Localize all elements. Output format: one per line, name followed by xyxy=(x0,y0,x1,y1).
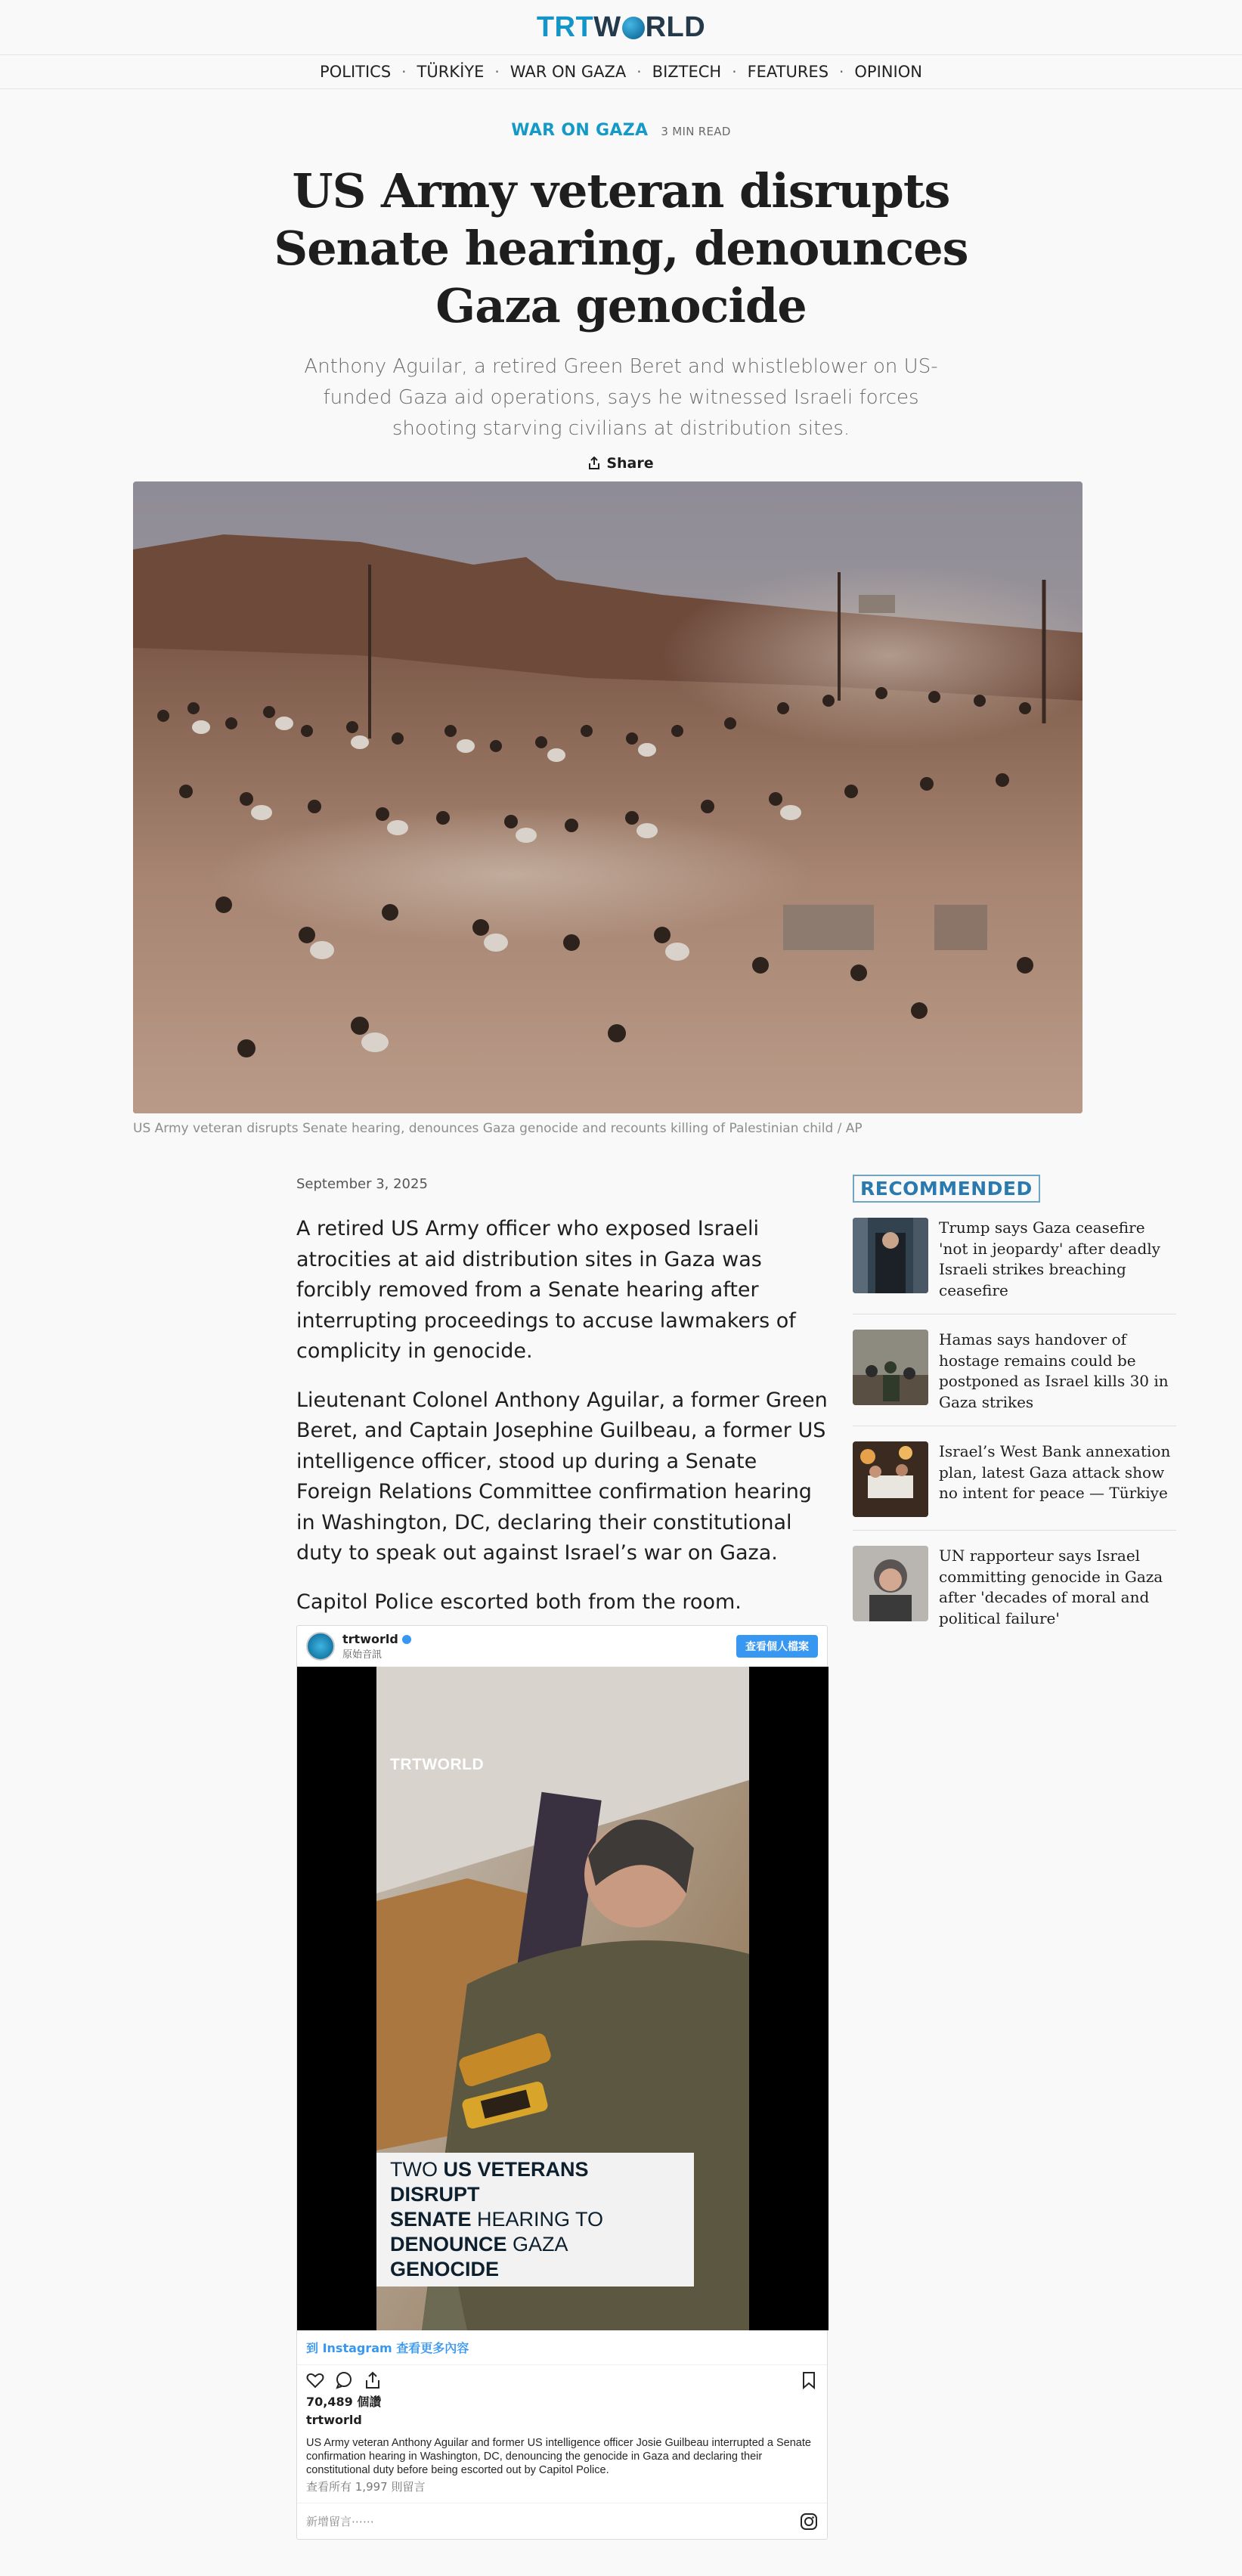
recommended-thumbnail xyxy=(853,1330,928,1405)
article-kicker xyxy=(0,121,1242,140)
paragraph: Capitol Police escorted both from the room. xyxy=(296,1590,742,1614)
share-icon xyxy=(588,457,600,470)
recommended-panel xyxy=(853,1175,1176,1642)
nav-item-war-on-gaza[interactable]: WAR ON GAZA xyxy=(509,63,627,81)
globe-icon xyxy=(622,17,645,39)
recommended-thumbnail xyxy=(853,1441,928,1517)
view-comments-link[interactable]: 查看所有 1,997 則留言 xyxy=(306,2480,426,2494)
article-standfirst: Anthony Aguilar, a retired Green Beret and whistleblower on US-funded Gaza aid operations, says he witnessed Israeli forces shooting starving civilians at distribution sites. xyxy=(304,355,938,440)
image-caption: US Army veteran disrupts Senate hearing, denounces Gaza genocide and recounts killing of Palestinian child / AP xyxy=(133,1121,863,1136)
video-watermark: TRTWORLD xyxy=(390,1756,485,1773)
recommended-title: RECOMMENDED xyxy=(853,1175,1040,1203)
instagram-embed xyxy=(296,1625,828,2540)
site-logo[interactable] xyxy=(537,11,705,44)
recommended-thumbnail xyxy=(853,1218,928,1293)
nav-item-features[interactable]: FEATURES xyxy=(747,63,829,81)
recommended-item[interactable] xyxy=(853,1426,1176,1531)
recommended-item[interactable] xyxy=(853,1314,1176,1426)
paragraph: Lieutenant Colonel Anthony Aguilar, a former Green Beret, and Captain Josephine Guilbeau, a former US intelligence officer, stood up during a Senate Foreign Relations Committee confirmation hearing in Washington, DC, declaring their constitutional duty to speak out against Israel’s war on Gaza. xyxy=(296,1388,828,1565)
logo-trt: TRT xyxy=(536,11,594,43)
instagram-actions xyxy=(297,2365,827,2389)
nav-item-turkiye[interactable]: TÜRKİYE xyxy=(417,63,485,81)
view-more-link[interactable]: 到 Instagram 查看更多內容 xyxy=(297,2330,827,2365)
read-time: 3 MIN READ xyxy=(661,125,731,138)
recommended-headline: UN rapporteur says Israel committing genocide in Gaza after 'decades of moral and political failure' xyxy=(939,1547,1163,1627)
caption-username[interactable]: trtworld xyxy=(306,2413,362,2427)
instagram-caption: US Army veteran Anthony Aguilar and former US intelligence officer Josie Guilbeau interrupted a Senate confirmation hearing in Washington, DC, denouncing the genocide in Gaza and declaring their constitutional duty before being escorted out by Capitol Police. xyxy=(306,2437,811,2476)
recommended-headline: Israel’s West Bank annexation plan, latest Gaza attack show no intent for peace — Türkiye xyxy=(939,1442,1171,1502)
recommended-item[interactable] xyxy=(853,1531,1176,1642)
add-comment-field[interactable] xyxy=(297,2503,827,2539)
like-count[interactable]: 70,489 個讚 xyxy=(306,2395,382,2409)
avatar[interactable] xyxy=(306,1632,335,1661)
main-nav: POLITICS · TÜRKİYE · WAR ON GAZA · BIZTECH · FEATURES · OPINION xyxy=(0,54,1242,89)
nav-item-biztech[interactable]: BIZTECH xyxy=(652,63,722,81)
view-profile-button[interactable]: 查看個人檔案 xyxy=(736,1635,818,1658)
nav-item-politics[interactable]: POLITICS xyxy=(320,63,392,81)
site-header xyxy=(0,0,1242,54)
share-button[interactable] xyxy=(0,455,1242,472)
share-label: Share xyxy=(606,455,654,472)
instagram-header xyxy=(297,1626,827,1667)
article-date: September 3, 2025 xyxy=(296,1176,428,1192)
recommended-headline: Hamas says handover of hostage remains could be postponed as Israel kills 30 in Gaza strikes xyxy=(939,1330,1169,1411)
video-caption: TWO US VETERANS DISRUPT SENATE HEARING TO DENOUNCE GAZA GENOCIDE xyxy=(376,2153,694,2287)
comment-icon[interactable] xyxy=(335,2371,353,2389)
instagram-video[interactable] xyxy=(297,1667,829,2330)
heart-icon[interactable] xyxy=(306,2371,324,2389)
share-icon[interactable] xyxy=(364,2371,382,2389)
video-frame xyxy=(376,1667,749,2330)
nav-item-opinion[interactable]: OPINION xyxy=(854,63,922,81)
article-body xyxy=(296,1214,835,1636)
instagram-icon[interactable] xyxy=(800,2513,818,2531)
recommended-item[interactable] xyxy=(853,1203,1176,1314)
bookmark-icon[interactable] xyxy=(800,2371,818,2389)
recommended-headline: Trump says Gaza ceasefire 'not in jeopardy' after deadly Israeli strikes breaching ceasefire xyxy=(939,1218,1160,1299)
recommended-thumbnail xyxy=(853,1546,928,1621)
instagram-audio[interactable]: 原始音訊 xyxy=(342,1649,383,1661)
add-comment-placeholder: 新增留言⋯⋯ xyxy=(306,2515,375,2528)
category-link[interactable]: WAR ON GAZA xyxy=(511,121,649,140)
instagram-username[interactable]: trtworld xyxy=(342,1632,411,1646)
article-headline: US Army veteran disrupts Senate hearing, denounces Gaza genocide xyxy=(274,163,968,333)
hero-image xyxy=(133,481,1082,1113)
verified-icon xyxy=(402,1635,411,1644)
logo-world: W RLD xyxy=(593,11,706,43)
paragraph: A retired US Army officer who exposed Israeli atrocities at aid distribution sites in Gaza was forcibly removed from a Senate hearing after interrupting proceedings to accuse lawmakers of complicity in genocide. xyxy=(296,1217,796,1363)
